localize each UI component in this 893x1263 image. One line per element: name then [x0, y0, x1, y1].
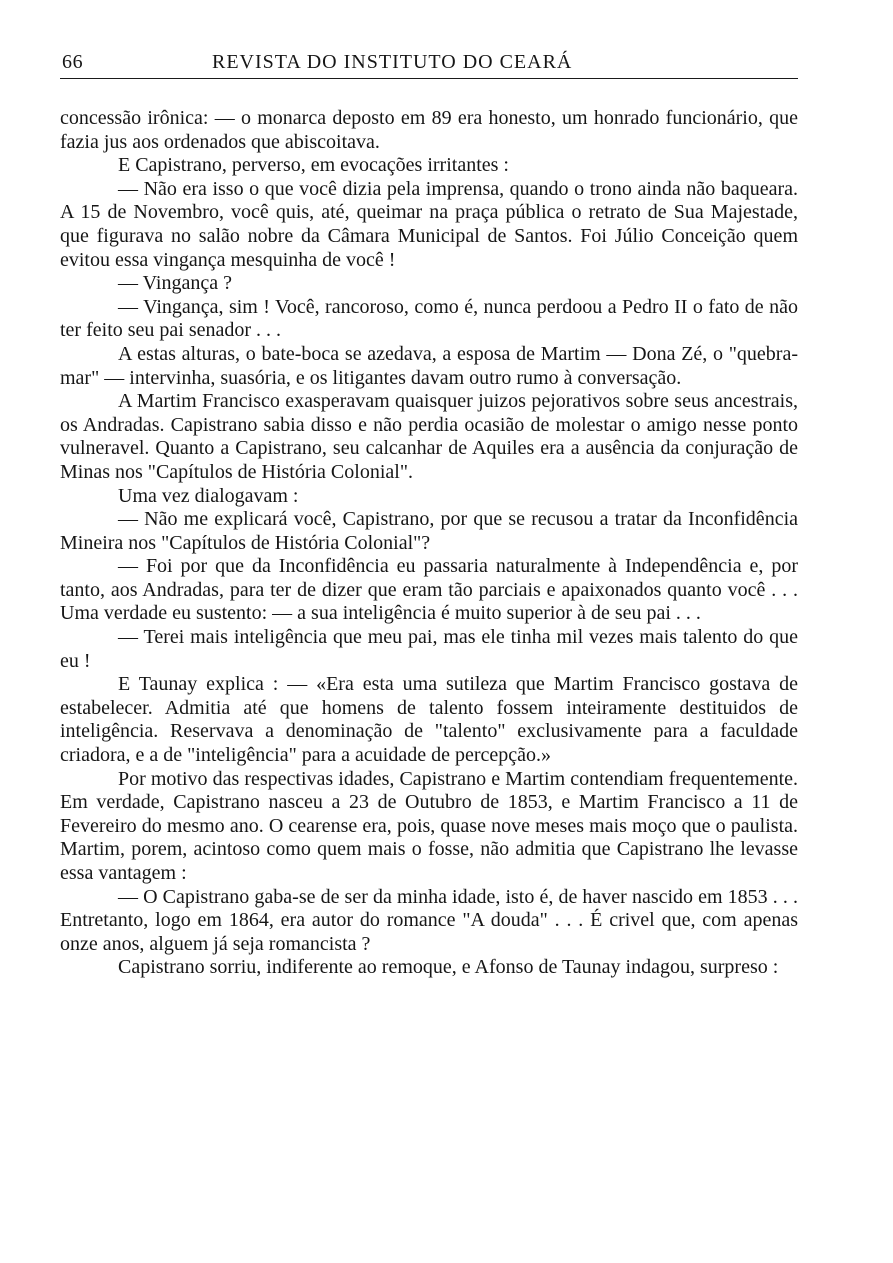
paragraph: A Martim Francisco exasperavam quaisquer juizos pejorativos sobre seus ancestrais, os Andradas. Capistrano sabia disso e não perdia ocasião de molestar o amigo nesse ponto vulneravel. Quanto a Capistrano, seu calcanhar de Aquiles era a ausência da conjuração de Minas nos "Capítulos de História Colonial".	[60, 390, 798, 483]
paragraph: — Não era isso o que você dizia pela imprensa, quando o trono ainda não baqueara. A 15 de Novembro, você quis, até, queimar na praça pública o retrato de Sua Majestade, que figurava no salão nobre da Câmara Municipal de Santos. Foi Júlio Conceição quem evitou essa vingança mesquinha de você !	[60, 177, 798, 271]
paragraph: — Vingança, sim ! Você, rancoroso, como é, nunca perdoou a Pedro II o fato de não ter feito seu pai senador . . .	[60, 295, 798, 342]
paragraph: — Terei mais inteligência que meu pai, mas ele tinha mil vezes mais talento do que eu !	[60, 626, 798, 672]
paragraph: — O Capistrano gaba-se de ser da minha idade, isto é, de haver nascido em 1853 . . . Entretanto, logo em 1864, era autor do romance "A douda" . . . É crivel que, com apenas onze anos, alguem já seja romancista ?	[60, 885, 798, 955]
paragraph: Por motivo das respectivas idades, Capistrano e Martim contendiam frequentemente. Em verdade, Capistrano nasceu a 23 de Outubro de 1853, e Martim Francisco a 11 de Fevereiro do mesmo ano. O cearense era, pois, quase nove meses mais moço que o paulista. Martim, porem, acintoso como quem mais o fosse, não admitia que Capistrano lhe levasse essa vantagem :	[60, 767, 798, 884]
paragraph: A estas alturas, o bate-boca se azedava, a esposa de Martim — Dona Zé, o "quebra-mar" — intervinha, suasória, e os litigantes davam outro rumo à conversação.	[60, 342, 798, 389]
paragraph: Capistrano sorriu, indiferente ao remoque, e Afonso de Taunay indagou, surpreso :	[118, 956, 779, 979]
body-text	[60, 107, 798, 980]
page-number: 66	[62, 51, 84, 73]
paragraph: — Foi por que da Inconfidência eu passaria naturalmente à Independência e, por tanto, aos Andradas, para ter de dizer que eram tão parciais e apaixonados quanto você . . . Uma verdade eu sustento: — a sua inteligência é muito superior à de seu pai . . .	[60, 555, 798, 625]
document-page	[60, 48, 798, 980]
paragraph: — Não me explicará você, Capistrano, por que se recusou a tratar da Inconfidência Mineira nos "Capítulos de História Colonial"?	[60, 508, 798, 554]
journal-title: REVISTA DO INSTITUTO DO CEARÁ	[212, 51, 573, 73]
paragraph: — Vingança ?	[118, 272, 232, 295]
paragraph: E Capistrano, perverso, em evocações irritantes :	[118, 154, 509, 177]
paragraph: Uma vez dialogavam :	[118, 484, 299, 507]
paragraph: concessão irônica: — o monarca deposto em 89 era honesto, um honrado funcionário, que fazia jus aos ordenados que abiscoitava.	[60, 107, 798, 153]
running-head	[60, 48, 798, 79]
paragraph: E Taunay explica : — «Era esta uma sutileza que Martim Francisco gostava de estabelecer. Admitia até que homens de talento fossem inteiramente destituidos de inteligência. Reservava a denominação de "talento" exclusivamente para a faculdade criadora, e a de "inteligência" para a acuidade de percepção.»	[60, 673, 798, 767]
